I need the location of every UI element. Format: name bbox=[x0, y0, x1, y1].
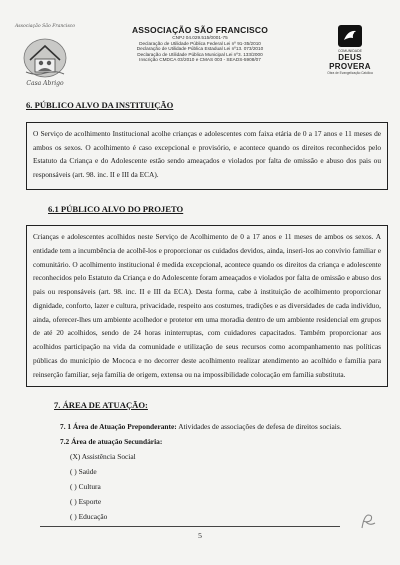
section-7-title: 7. ÁREA DE ATUAÇÃO: bbox=[54, 400, 148, 410]
logo-small-text: COMUNIDADE bbox=[338, 49, 362, 53]
secondary-area-label: 7.2 Área de atuação Secundária: bbox=[60, 437, 163, 446]
letterhead-line: CNPJ 04.029.515/0001-75 bbox=[172, 35, 228, 40]
section-6-box bbox=[26, 122, 388, 190]
option-item: ( ) Esporte bbox=[70, 497, 102, 506]
option-item: ( ) Cultura bbox=[70, 482, 101, 491]
option-item: (X) Assistência Social bbox=[70, 452, 136, 461]
letterhead-line: Inscrição CMDCA 03/2010 e CMAS 003 - SEADS-5908/07 bbox=[139, 57, 261, 63]
handwritten-initial-icon bbox=[358, 512, 378, 530]
primary-area bbox=[60, 422, 342, 431]
logo-brand: DEUS PROVERA bbox=[329, 53, 371, 71]
page-number: 5 bbox=[198, 531, 202, 540]
association-logo bbox=[12, 24, 78, 94]
section-6-text: O Serviço de acolhimento Institucional acolhe crianças e adolescentes com faixa etária de 0 a 17 anos e 11 meses de ambos os sexos. O acolhimento é caso excepcional e provisório, e acontece quando os direitos reconhecidos pelo Estatuto da Criança e do Adolescente estão sendo ameaçados e violados por falta de omissão e abuso dos pais ou responsáveis (art. 98. inc. II e III da ECA). bbox=[33, 129, 381, 179]
dove-logo-icon bbox=[336, 24, 364, 48]
section-6-1-box bbox=[26, 225, 388, 387]
logo-subtitle: Casa Abrigo bbox=[26, 80, 64, 87]
logo-title: Associação São Francisco bbox=[14, 24, 76, 29]
house-logo-icon bbox=[22, 32, 68, 80]
organization-name: ASSOCIAÇÃO SÃO FRANCISCO bbox=[131, 25, 269, 35]
primary-area-label: 7. 1 Área de Atuação Preponderante: bbox=[60, 422, 177, 431]
option-item: ( ) Saúde bbox=[70, 467, 97, 476]
secondary-area bbox=[60, 437, 162, 446]
community-logo bbox=[318, 24, 382, 82]
section-6-1-title: 6.1 PÚBLICO ALVO DO PROJETO bbox=[48, 204, 184, 214]
option-item: ( ) Educação bbox=[70, 512, 108, 521]
letterhead bbox=[100, 25, 300, 63]
letterhead-line: Declaração de Utilidade Pública Municipal Lei nº3. 133/2000 bbox=[137, 51, 263, 57]
logo-tagline: Obra de Evangelização Católica bbox=[327, 71, 373, 75]
footer-rule bbox=[40, 526, 340, 527]
primary-area-value: Atividades de associações de defesa de direitos sociais. bbox=[178, 422, 342, 431]
section-6-title: 6. PÚBLICO ALVO DA INSTITUIÇÃO bbox=[26, 100, 174, 110]
letterhead-line: Declaração de Utilidade Pública Estadual Lei nº13. 073/2010 bbox=[136, 46, 264, 52]
section-6-1-text: Crianças e adolescentes acolhidos neste Serviço de Acolhimento de 0 a 17 anos e 11 meses de ambos os sexos. A entidade tem a incumbência de acolhê-los e proporcionar os cuidados devidos, ainda, inseri-los ao convívio familiar e comunitário. O acolhimento institucional é medida excepcional, acontece quando os direitos da criança e adolescente reconhecidos pelo Estatuto da Criança e do Adolescente foram ameaçados e violados por falta de omissão e abuso dos pais ou responsáveis (art. 98. inc. II e III da ECA). Desta forma, cabe à instituição de acolhimento proporcionar dignidade, conforto, lazer e cultura, privacidade, respeito aos costumes, tradições e as diversidades de cada indivíduo, ainda, oferecer-lhes um ambiente acolhedor e protetor em uma moradia dentro de um ambiente residencial em grupos de até 20 acolhidos, sendo de 24 horas ininterruptas, com cuidadores capacitados. Também proporcionar aos acolhidos participação na vida da comunidade e utilização de seus recursos como acompanhamento nas políticas públicas do município de Mococa e no decorrer deste acolhimento realizar atendimento ao acolhido e família para reinserção familiar, seja família de origem, extensa ou na impossibilidade colocação em família substituta. bbox=[33, 232, 381, 379]
letterhead-line: Declaração de Utilidade Pública Federal Lei nº 91-35/2010 bbox=[139, 40, 261, 46]
